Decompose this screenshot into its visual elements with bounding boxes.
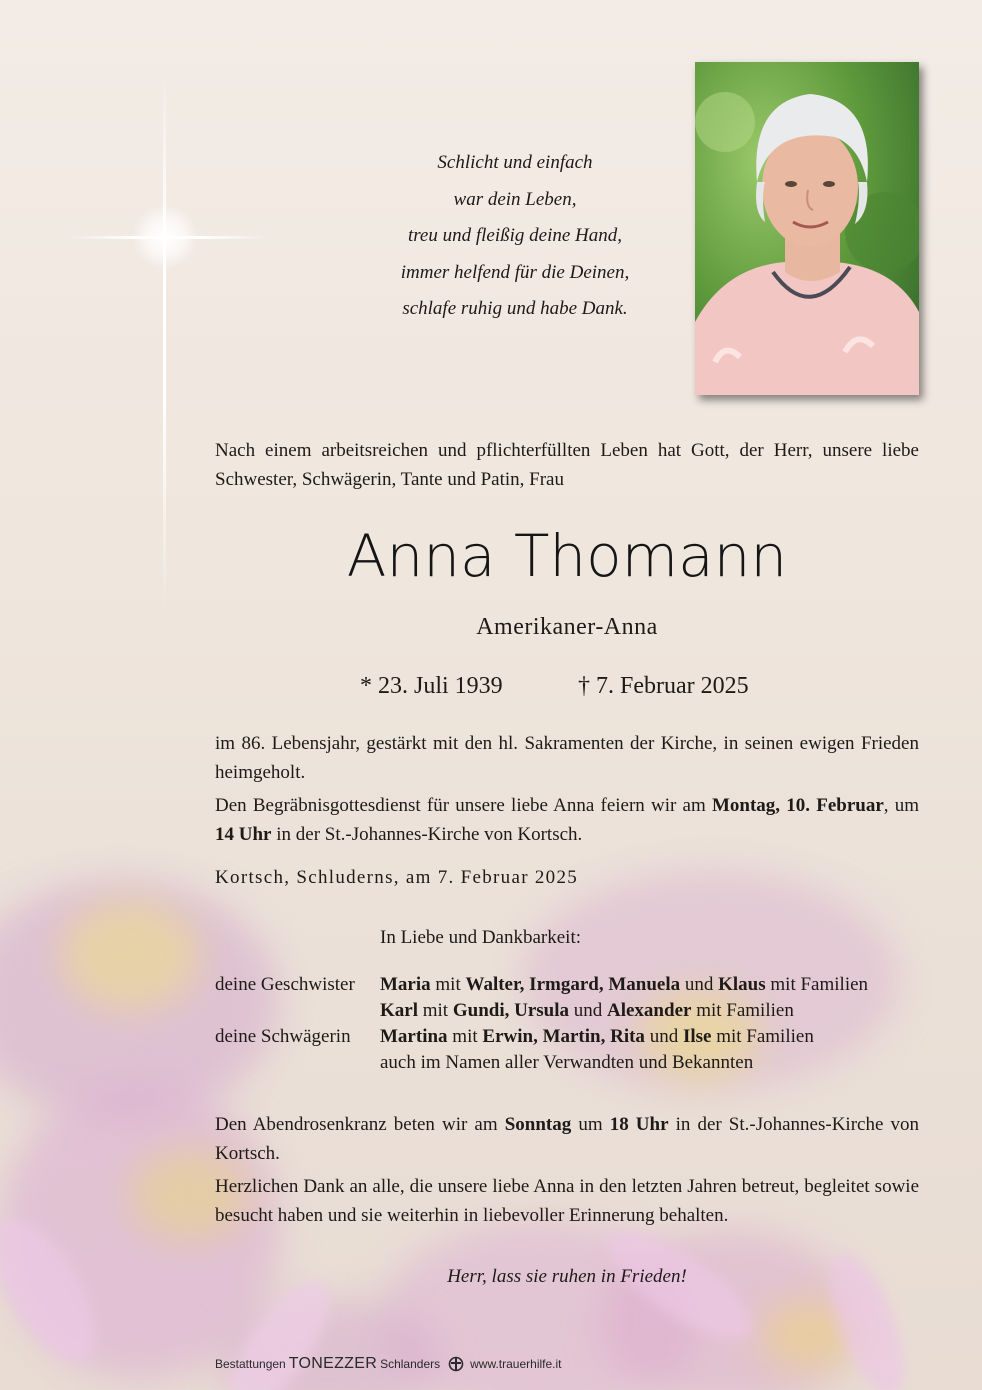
- name: Karl: [380, 1000, 418, 1021]
- family-line: [380, 1026, 814, 1048]
- text: Den Begräbnisgottesdienst für unsere liebe Anna feiern wir am: [215, 795, 712, 816]
- poem-line: schlafe ruhig und habe Dank.: [402, 298, 628, 319]
- footer-url[interactable]: www.trauerhilfe.it: [470, 1357, 562, 1371]
- family-line: [380, 1000, 794, 1022]
- family-line: [380, 974, 868, 996]
- text: mit Familien: [765, 974, 869, 995]
- text: , um: [883, 795, 920, 816]
- text: in der St.-Johannes-Kirche von Kortsch.: [215, 1114, 919, 1164]
- nickname: Amerikaner-Anna: [476, 614, 658, 640]
- name: Alexander: [607, 1000, 692, 1021]
- family-label-siblings: deine Geschwister: [215, 974, 355, 995]
- text: Den Abendrosenkranz beten wir am: [215, 1114, 505, 1135]
- name: Gundi, Ursula: [452, 1000, 569, 1021]
- poem-line: immer helfend für die Deinen,: [400, 261, 630, 283]
- name: Erwin, Martin, Rita: [482, 1026, 645, 1047]
- family-line-relatives: auch im Namen aller Verwandten und Bekannten: [380, 1052, 754, 1073]
- name: Martina: [380, 1026, 448, 1047]
- text: und: [680, 974, 719, 995]
- poem: [330, 145, 700, 328]
- intro-text: Nach einem arbeitsreichen und pflichterfüllten Leben hat Gott, der Herr, unsere liebe Schwester, Schwägerin, Tante und Patin, Frau: [215, 440, 919, 490]
- poem-line: Schlicht und einfach: [437, 152, 593, 173]
- footer-prefix: Bestattungen: [215, 1357, 286, 1371]
- text: und: [569, 1000, 607, 1021]
- rosary-day: Sonntag: [504, 1114, 572, 1135]
- funeral-time: 14 Uhr: [215, 824, 272, 845]
- love-line: In Liebe und Dankbarkeit:: [380, 927, 582, 948]
- text: mit: [418, 1000, 453, 1021]
- footer: [215, 1355, 562, 1373]
- text: mit: [447, 1026, 483, 1047]
- closing-prayer: Herr, lass sie ruhen in Frieden!: [447, 1266, 687, 1287]
- name: Klaus: [718, 974, 766, 995]
- text: um: [571, 1114, 610, 1135]
- family-label-inlaw: deine Schwägerin: [215, 1026, 351, 1047]
- text: und: [644, 1026, 683, 1047]
- footer-brand: TONEZZER: [288, 1355, 378, 1372]
- name: Ilse: [682, 1026, 712, 1047]
- poem-line: war dein Leben,: [453, 188, 577, 210]
- footer-town: Schlanders: [380, 1357, 441, 1371]
- text: mit: [430, 974, 466, 995]
- name: Walter, Irmgard, Manuela: [465, 974, 681, 995]
- paragraph-funeral: [215, 791, 919, 849]
- portrait-photo: [695, 62, 919, 395]
- name: Maria: [380, 974, 431, 995]
- text: mit Familien: [691, 1000, 794, 1021]
- paragraph-thanks: Herzlichen Dank an alle, die unsere liebe Anna in den letzten Jahren betreut, begleitet sowie besucht haben und sie weiterhin in liebevoller Erinnerung behalten.: [215, 1176, 919, 1226]
- place-date: Kortsch, Schluderns, am 7. Februar 2025: [215, 867, 579, 888]
- deceased-name: Anna Thomann: [346, 522, 788, 590]
- birth-date: * 23. Juli 1939: [360, 673, 503, 699]
- death-date: † 7. Februar 2025: [578, 673, 749, 699]
- poem-line: treu und fleißig deine Hand,: [407, 225, 623, 246]
- funeral-day: Montag, 10. Februar: [711, 795, 884, 816]
- paragraph-peace: im 86. Lebensjahr, gestärkt mit den hl. Sakramenten der Kirche, in seinen ewigen Frieden heimgeholt.: [215, 733, 919, 783]
- trauerhilfe-logo-icon: [448, 1356, 464, 1372]
- text: in der St.-Johannes-Kirche von Kortsch.: [271, 824, 583, 845]
- text: mit Familien: [711, 1026, 814, 1047]
- rosary-time: 18 Uhr: [609, 1114, 669, 1135]
- paragraph-rosary: [215, 1110, 919, 1168]
